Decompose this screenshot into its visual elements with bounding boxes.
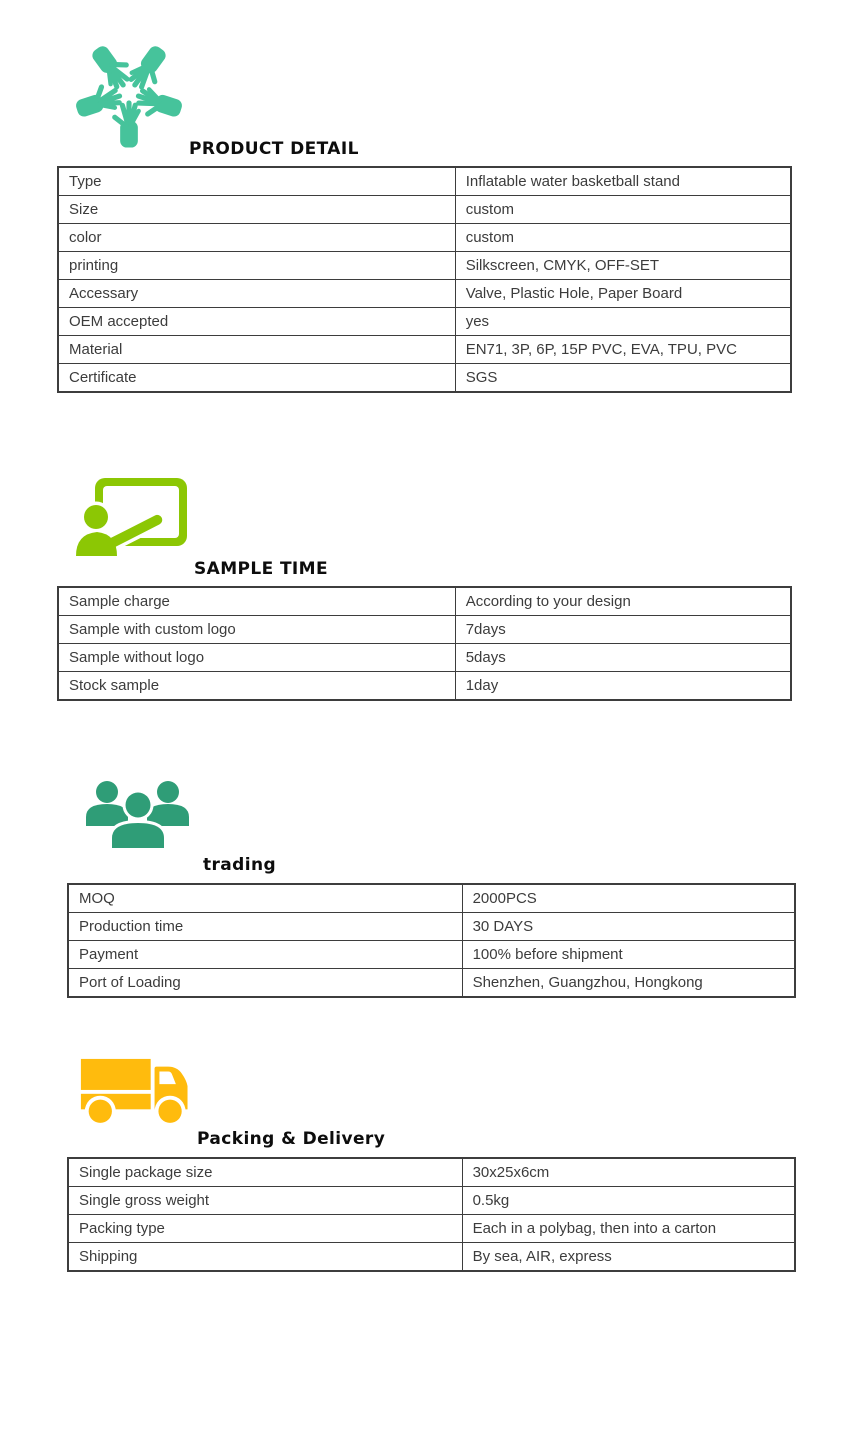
presentation-icon	[72, 470, 192, 558]
table-row	[58, 336, 791, 364]
row-label: Sample with custom logo	[58, 616, 455, 644]
row-label: Shipping	[68, 1243, 462, 1272]
table-row	[58, 224, 791, 252]
row-value: By sea, AIR, express	[462, 1243, 795, 1272]
table-row	[58, 644, 791, 672]
row-value: Shenzhen, Guangzhou, Hongkong	[462, 969, 795, 998]
row-value: yes	[455, 308, 791, 336]
row-value: custom	[455, 224, 791, 252]
row-value: Valve, Plastic Hole, Paper Board	[455, 280, 791, 308]
row-value: Inflatable water basketball stand	[455, 167, 791, 196]
people-group-icon	[83, 778, 195, 850]
table-row	[68, 1243, 795, 1272]
table-row	[58, 308, 791, 336]
row-label: Packing type	[68, 1215, 462, 1243]
table-row	[68, 884, 795, 913]
section-title-packing-delivery: Packing & Delivery	[197, 1129, 386, 1149]
row-value: 5days	[455, 644, 791, 672]
teamwork-hands-icon	[70, 30, 188, 154]
row-label: Size	[58, 196, 455, 224]
packing-delivery-table	[67, 1157, 796, 1272]
section-title-product-detail: PRODUCT DETAIL	[189, 139, 359, 159]
product-detail-table	[57, 166, 792, 393]
table-row	[58, 280, 791, 308]
row-label: Type	[58, 167, 455, 196]
row-value: custom	[455, 196, 791, 224]
row-label: color	[58, 224, 455, 252]
table-row	[58, 364, 791, 393]
row-label: printing	[58, 252, 455, 280]
row-value: SGS	[455, 364, 791, 393]
table-row	[68, 1158, 795, 1187]
row-value: 0.5kg	[462, 1187, 795, 1215]
row-label: Sample charge	[58, 587, 455, 616]
row-label: Payment	[68, 941, 462, 969]
row-label: Accessary	[58, 280, 455, 308]
row-value: 30 DAYS	[462, 913, 795, 941]
table-row	[58, 167, 791, 196]
row-value: 100% before shipment	[462, 941, 795, 969]
row-value: 7days	[455, 616, 791, 644]
row-value: 1day	[455, 672, 791, 701]
row-label: Certificate	[58, 364, 455, 393]
row-label: Material	[58, 336, 455, 364]
table-row	[58, 587, 791, 616]
delivery-truck-icon	[78, 1048, 204, 1128]
row-value: According to your design	[455, 587, 791, 616]
row-value: Each in a polybag, then into a carton	[462, 1215, 795, 1243]
row-value: 30x25x6cm	[462, 1158, 795, 1187]
row-label: Port of Loading	[68, 969, 462, 998]
row-label: Production time	[68, 913, 462, 941]
row-value: 2000PCS	[462, 884, 795, 913]
row-value: Silkscreen, CMYK, OFF-SET	[455, 252, 791, 280]
section-title-sample-time: SAMPLE TIME	[194, 559, 328, 579]
row-label: Single package size	[68, 1158, 462, 1187]
row-label: Single gross weight	[68, 1187, 462, 1215]
table-row	[58, 672, 791, 701]
table-row	[68, 969, 795, 998]
table-row	[58, 252, 791, 280]
sample-time-table	[57, 586, 792, 701]
table-row	[58, 196, 791, 224]
row-value: EN71, 3P, 6P, 15P PVC, EVA, TPU, PVC	[455, 336, 791, 364]
section-title-trading: trading	[203, 855, 277, 875]
trading-table	[67, 883, 796, 998]
row-label: MOQ	[68, 884, 462, 913]
table-row	[58, 616, 791, 644]
row-label: Sample without logo	[58, 644, 455, 672]
table-row	[68, 941, 795, 969]
row-label: OEM accepted	[58, 308, 455, 336]
table-row	[68, 1215, 795, 1243]
row-label: Stock sample	[58, 672, 455, 701]
table-row	[68, 913, 795, 941]
table-row	[68, 1187, 795, 1215]
